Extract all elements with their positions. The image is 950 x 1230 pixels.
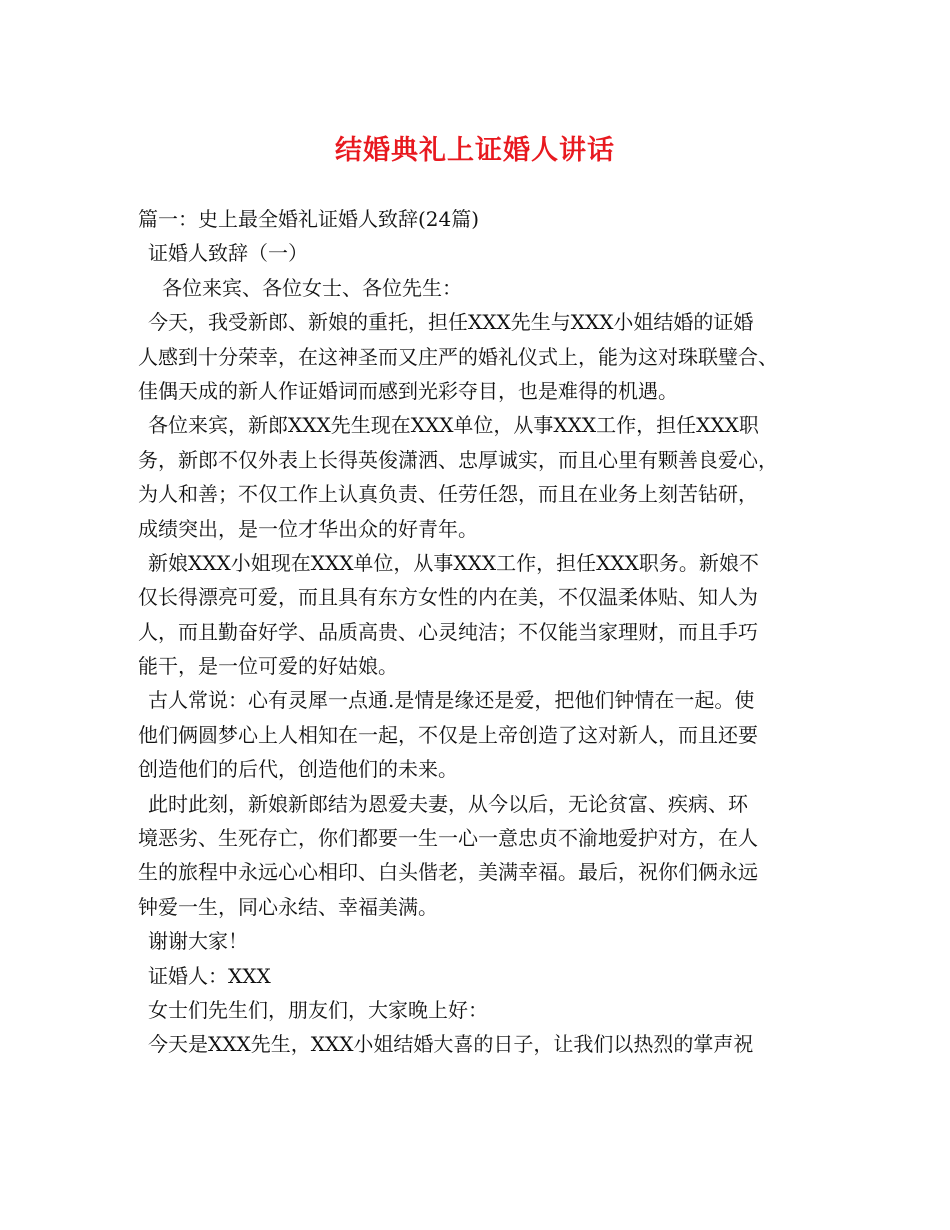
document-body (138, 202, 838, 1062)
text-line: 境恶劣、生死存亡，你们都要一生一心一意忠贞不渝地爱护对方，在人 (138, 826, 758, 851)
text-line: 证婚人：XXX (148, 963, 271, 988)
text-line: 古人常说：心有灵犀一点通.是情是缘还是爱，把他们钟情在一起。使 (148, 688, 755, 713)
text-line: 生的旅程中永远心心相印、白头偕老，美满幸福。最后，祝你们俩永远 (138, 860, 758, 885)
text-line: 人感到十分荣幸，在这神圣而又庄严的婚礼仪式上，能为这对珠联璧合、 (138, 344, 778, 369)
text-line: 此时此刻，新娘新郎结为恩爱夫妻，从今以后，无论贫富、疾病、环 (148, 791, 748, 816)
text-line: 成绩突出，是一位才华出众的好青年。 (138, 516, 478, 541)
document-title: 结婚典礼上证婚人讲话 (335, 135, 615, 166)
text-line: 女士们先生们，朋友们，大家晚上好： (148, 997, 488, 1022)
text-line: 为人和善；不仅工作上认真负责、任劳任怨，而且在业务上刻苦钻研， (138, 482, 758, 507)
text-line: 务，新郎不仅外表上长得英俊潇洒、忠厚诚实，而且心里有颗善良爱心， (138, 447, 778, 472)
text-line: 证婚人致辞（一） (148, 241, 308, 266)
text-line: 人，而且勤奋好学、品质高贵、心灵纯洁；不仅能当家理财，而且手巧 (138, 619, 758, 644)
text-line: 仅长得漂亮可爱，而且具有东方女性的内在美，不仅温柔体贴、知人为 (138, 585, 758, 610)
text-line: 佳偶天成的新人作证婚词而感到光彩夺目，也是难得的机遇。 (138, 378, 678, 403)
text-line: 谢谢大家！ (148, 929, 248, 954)
text-line: 他们俩圆梦心上人相知在一起，不仅是上帝创造了这对新人，而且还要 (138, 722, 758, 747)
text-line: 能干，是一位可爱的好姑娘。 (138, 654, 398, 679)
text-line: 钟爱一生，同心永结、幸福美满。 (138, 894, 438, 919)
text-line: 创造他们的后代，创造他们的未来。 (138, 757, 458, 782)
text-line: 今天是XXX先生，XXX小姐结婚大喜的日子，让我们以热烈的掌声祝 (148, 1032, 754, 1057)
text-line: 今天，我受新郎、新娘的重托，担任XXX先生与XXX小姐结婚的证婚 (148, 310, 754, 335)
text-line: 新娘XXX小姐现在XXX单位，从事XXX工作，担任XXX职务。新娘不 (148, 550, 759, 575)
text-line: 篇一：史上最全婚礼证婚人致辞(24篇) (138, 207, 480, 231)
text-line: 各位来宾，新郎XXX先生现在XXX单位，从事XXX工作，担任XXX职 (148, 413, 759, 438)
text-line: 各位来宾、各位女士、各位先生： (162, 275, 462, 300)
